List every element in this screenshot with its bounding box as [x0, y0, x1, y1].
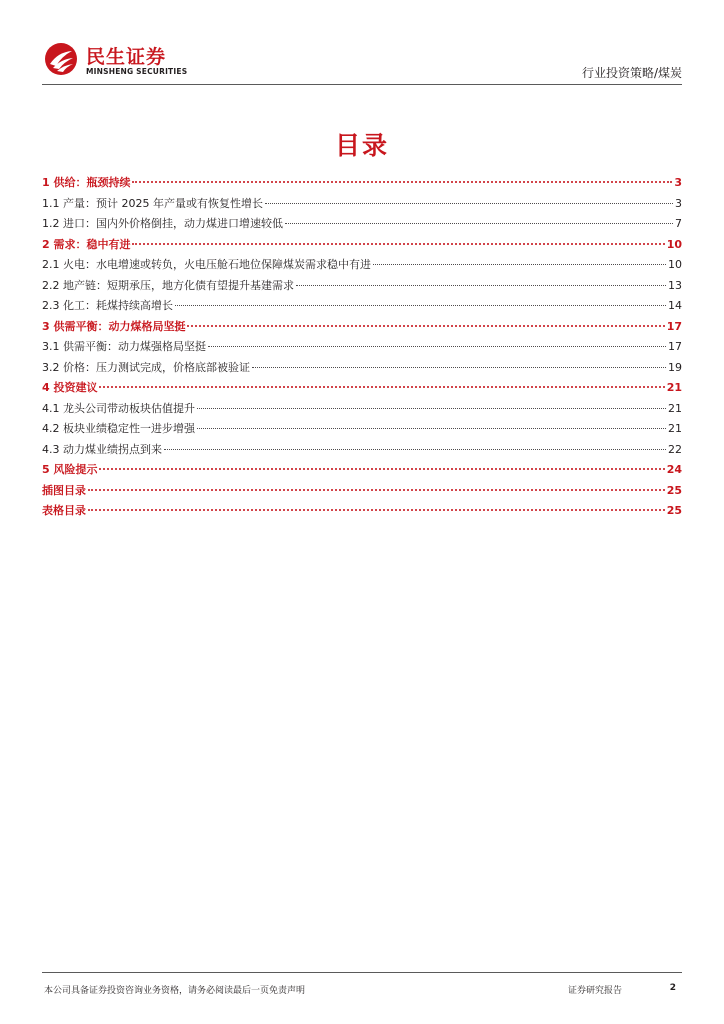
- toc-chapter-entry[interactable]: [42, 236, 682, 257]
- toc-entry-title: 1.1 产量：预计 2025 年产量或有恢复性增长: [42, 196, 263, 210]
- report-category: 行业投资策略/煤炭: [581, 66, 682, 80]
- toc-section-entry[interactable]: [42, 215, 682, 236]
- toc-entry-title: 3 供需平衡：动力煤格局坚挺: [42, 319, 186, 333]
- toc-section-entry[interactable]: [42, 359, 682, 380]
- toc-section-entry[interactable]: [42, 338, 682, 359]
- toc-page-number: 3: [674, 176, 682, 189]
- toc-page-number: 17: [668, 340, 682, 353]
- toc-page-number: 14: [668, 299, 682, 312]
- company-name-en: MINSHENG SECURITIES: [86, 67, 188, 76]
- toc-section-entry[interactable]: [42, 420, 682, 441]
- toc-chapter-entry[interactable]: [42, 174, 682, 195]
- toc-dot-leader: [197, 408, 666, 409]
- toc-page-number: 21: [666, 381, 682, 394]
- toc-entry-title: 2.3 化工：耗煤持续高增长: [42, 299, 173, 312]
- toc-dot-leader: [164, 449, 666, 450]
- report-label: 证券研究报告: [567, 986, 622, 996]
- toc-entry-title: 3.2 价格：压力测试完成，价格底部被验证: [42, 360, 250, 374]
- company-logo: [42, 40, 232, 80]
- toc-entry-title: 2.1 火电：水电增速或转负，火电压舱石地位保障煤炭需求稳中有进: [42, 258, 371, 271]
- toc-entry-title: 1.2 进口：国内外价格倒挂，动力煤进口增速较低: [42, 217, 283, 230]
- toc-page-number: 7: [675, 217, 682, 230]
- toc-page-number: 25: [666, 483, 682, 497]
- toc-page-number: 24: [666, 463, 682, 476]
- toc-entry-title: 4.3 动力煤业绩拐点到来: [42, 442, 162, 456]
- toc-entry-title: 4 投资建议: [42, 381, 98, 394]
- toc-entry-title: 4.2 板块业绩稳定性一进步增强: [42, 422, 195, 435]
- toc-chapter-entry[interactable]: [42, 461, 682, 482]
- toc-dot-leader: [208, 346, 666, 347]
- toc-entry-title: 2.2 地产链：短期承压，地方化债有望提升基建需求: [42, 278, 294, 292]
- toc-dot-leader: [187, 325, 664, 327]
- toc-dot-leader: [197, 428, 666, 429]
- toc-page-number: 3: [675, 196, 682, 210]
- toc-dot-leader: [285, 223, 673, 224]
- page-footer: [42, 972, 682, 1003]
- toc-section-entry[interactable]: [42, 256, 682, 277]
- toc-dot-leader: [99, 468, 664, 470]
- toc-entry-title: 3.1 供需平衡：动力煤强格局坚挺: [42, 340, 206, 353]
- disclaimer-text: 本公司具备证券投资咨询业务资格，请务必阅读最后一页免责声明: [44, 986, 306, 996]
- toc-entry-title: 2 需求：稳中有进: [42, 237, 131, 251]
- toc-entry-title: 表格目录: [42, 504, 86, 517]
- toc-entry-title: 4.1 龙头公司带动板块估值提升: [42, 401, 195, 415]
- table-of-contents: [42, 174, 682, 523]
- toc-page-number: 13: [668, 278, 682, 292]
- toc-dot-leader: [132, 243, 664, 245]
- toc-section-entry[interactable]: [42, 297, 682, 318]
- toc-page-number: 17: [666, 319, 682, 333]
- toc-section-entry[interactable]: [42, 400, 682, 421]
- toc-dot-leader: [265, 203, 673, 204]
- toc-section-entry[interactable]: [42, 277, 682, 298]
- toc-page-number: 21: [668, 422, 682, 435]
- toc-title: 目录: [334, 131, 389, 160]
- toc-chapter-entry[interactable]: [42, 502, 682, 523]
- toc-chapter-entry[interactable]: [42, 379, 682, 400]
- toc-page-number: 22: [668, 442, 682, 456]
- toc-chapter-entry[interactable]: [42, 318, 682, 339]
- toc-entry-title: 1 供给：瓶颈持续: [42, 176, 131, 189]
- minsheng-logo-icon: [44, 42, 78, 76]
- toc-dot-leader: [132, 181, 672, 183]
- toc-page-number: 10: [666, 237, 682, 251]
- toc-entry-title: 插图目录: [42, 483, 86, 497]
- page-header: [42, 36, 682, 85]
- company-name-cn: 民生证券: [86, 46, 167, 68]
- toc-page-number: 25: [666, 504, 682, 517]
- toc-entry-title: 5 风险提示: [42, 463, 98, 476]
- toc-page-number: 19: [668, 360, 682, 374]
- toc-dot-leader: [175, 305, 666, 306]
- toc-dot-leader: [88, 489, 665, 491]
- toc-section-entry[interactable]: [42, 441, 682, 462]
- toc-section-entry[interactable]: [42, 195, 682, 216]
- toc-page-number: 10: [668, 258, 682, 271]
- toc-dot-leader: [373, 264, 666, 265]
- toc-chapter-entry[interactable]: [42, 482, 682, 503]
- toc-page-number: 21: [668, 401, 682, 415]
- toc-dot-leader: [88, 509, 665, 511]
- toc-dot-leader: [99, 386, 664, 388]
- toc-dot-leader: [252, 367, 666, 368]
- page-number: 2: [669, 983, 676, 993]
- toc-dot-leader: [296, 285, 666, 286]
